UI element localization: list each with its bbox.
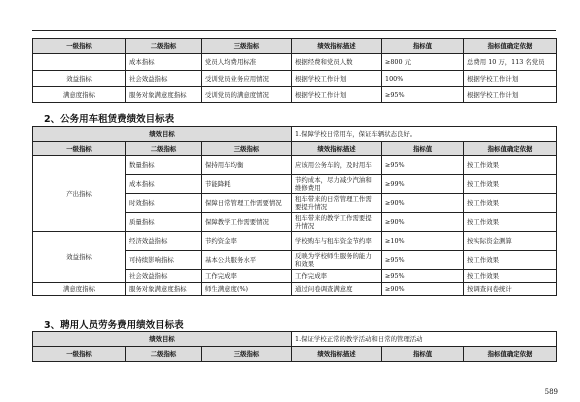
cell: 按工作效果	[464, 270, 557, 283]
cell: 成本指标	[126, 54, 202, 71]
header-cell: 三级指标	[202, 347, 292, 362]
cell: 可持续影响指标	[126, 251, 202, 270]
table-1	[32, 38, 557, 103]
header-cell: 二级指标	[126, 347, 202, 362]
header-cell: 二级指标	[126, 142, 202, 156]
cell: ≥95%	[382, 270, 464, 283]
goal-text: 1.保障学校日常用车，保证车辆状态良好。	[292, 127, 557, 142]
cell: 节能降耗	[202, 175, 292, 194]
header-cell: 三级指标	[202, 142, 292, 156]
cell: 应该用公务车的，及时用车	[292, 156, 382, 175]
header-cell: 指标值	[382, 39, 464, 54]
cell: 按工作效果	[464, 213, 557, 232]
cell: 满意度指标	[33, 87, 126, 103]
goal-label: 绩效目标	[33, 127, 292, 142]
cell: 服务对象满意度指标	[126, 87, 202, 103]
cell: 工作完成率	[292, 270, 382, 283]
table-3	[32, 331, 557, 362]
goal-text: 1.保证学校正常的教学活动和日常的管理活动	[292, 332, 557, 347]
header-cell: 指标值确定依据	[464, 39, 557, 54]
cell: ≥800 元	[382, 54, 464, 71]
cell: 数量指标	[126, 156, 202, 175]
cell: 受训党员的满意度情况	[202, 87, 292, 103]
table-row	[33, 283, 557, 296]
cell: 节约成本，尽力减少汽油和维修费用	[292, 175, 382, 194]
cell: 学校购车与租车资金节约率	[292, 232, 382, 251]
cell: 根据经费和党员人数	[292, 54, 382, 71]
header-cell: 指标值确定依据	[464, 347, 557, 362]
output-indicator-label: 产出指标	[33, 156, 126, 232]
cell: 满意度指标	[33, 283, 126, 296]
cell: 节约资金率	[202, 232, 292, 251]
table-row	[33, 54, 557, 71]
header-cell: 一级指标	[33, 142, 126, 156]
cell: 根据学校工作计划	[464, 71, 557, 87]
cell: 社会效益指标	[126, 71, 202, 87]
cell: ≥95%	[382, 87, 464, 103]
table-row	[33, 232, 557, 251]
cell: 保障教学工作需要情况	[202, 213, 292, 232]
cell: 保障日常管理工作需要情况	[202, 194, 292, 213]
cell: 党员人均费用标准	[202, 54, 292, 71]
section-2-title: 2、公务用车租赁费绩效目标表	[44, 114, 175, 125]
section-3-title: 3、聘用人员劳务费用绩效目标表	[44, 320, 184, 331]
cell: 租车带来的日常管理工作需要提升情况	[292, 194, 382, 213]
cell: 时效指标	[126, 194, 202, 213]
cell: 保持用车均衡	[202, 156, 292, 175]
cell: 根据学校工作计划	[292, 71, 382, 87]
table-row	[33, 87, 557, 103]
cell: ≥10%	[382, 232, 464, 251]
cell: 按实际资金测算	[464, 232, 557, 251]
header-cell: 指标值	[382, 347, 464, 362]
cell: 质量指标	[126, 213, 202, 232]
header-cell: 一级指标	[33, 347, 126, 362]
top-border-line	[32, 30, 556, 31]
header-cell: 绩效指标描述	[292, 142, 382, 156]
cell: ≥90%	[382, 213, 464, 232]
cell: 服务对象满意度指标	[126, 283, 202, 296]
header-cell: 绩效指标描述	[292, 39, 382, 54]
cell: 效益指标	[33, 71, 126, 87]
cell: ≥99%	[382, 175, 464, 194]
cell: ≥95%	[382, 251, 464, 270]
cell: 通过问卷调查满意度	[292, 283, 382, 296]
cell: 受训党员业务应用情况	[202, 71, 292, 87]
table-row	[33, 71, 557, 87]
cell: ≥90%	[382, 194, 464, 213]
cell: 成本指标	[126, 175, 202, 194]
table-2	[32, 126, 557, 296]
cell	[33, 54, 126, 71]
cell: 租车带来的教学工作需要提升情况	[292, 213, 382, 232]
goal-label: 绩效目标	[33, 332, 292, 347]
header-cell: 三级指标	[202, 39, 292, 54]
header-cell: 二级指标	[126, 39, 202, 54]
page-number: 589	[544, 388, 558, 396]
cell: 师生满意度(%)	[202, 283, 292, 296]
cell: 反映为学校师生服务的能力和效果	[292, 251, 382, 270]
cell: 根据学校工作计划	[292, 87, 382, 103]
cell: ≥90%	[382, 283, 464, 296]
cell: 100%	[382, 71, 464, 87]
table-row	[33, 156, 557, 175]
cell: 社会效益指标	[126, 270, 202, 283]
benefit-indicator-label: 效益指标	[33, 232, 126, 283]
cell: 工作完成率	[202, 270, 292, 283]
header-cell: 指标值确定依据	[464, 142, 557, 156]
cell: 经济效益指标	[126, 232, 202, 251]
cell: 基本公共服务水平	[202, 251, 292, 270]
header-cell: 一级指标	[33, 39, 126, 54]
cell: 按工作效果	[464, 156, 557, 175]
cell: 按工作效果	[464, 251, 557, 270]
cell: 根据学校工作计划	[464, 87, 557, 103]
cell: ≥95%	[382, 156, 464, 175]
cell: 按调查问卷统计	[464, 283, 557, 296]
cell: 按工作效果	[464, 194, 557, 213]
cell: 按工作效果	[464, 175, 557, 194]
cell: 总费用 10 万，113 名党员	[464, 54, 557, 71]
header-cell: 绩效指标描述	[292, 347, 382, 362]
header-cell: 指标值	[382, 142, 464, 156]
